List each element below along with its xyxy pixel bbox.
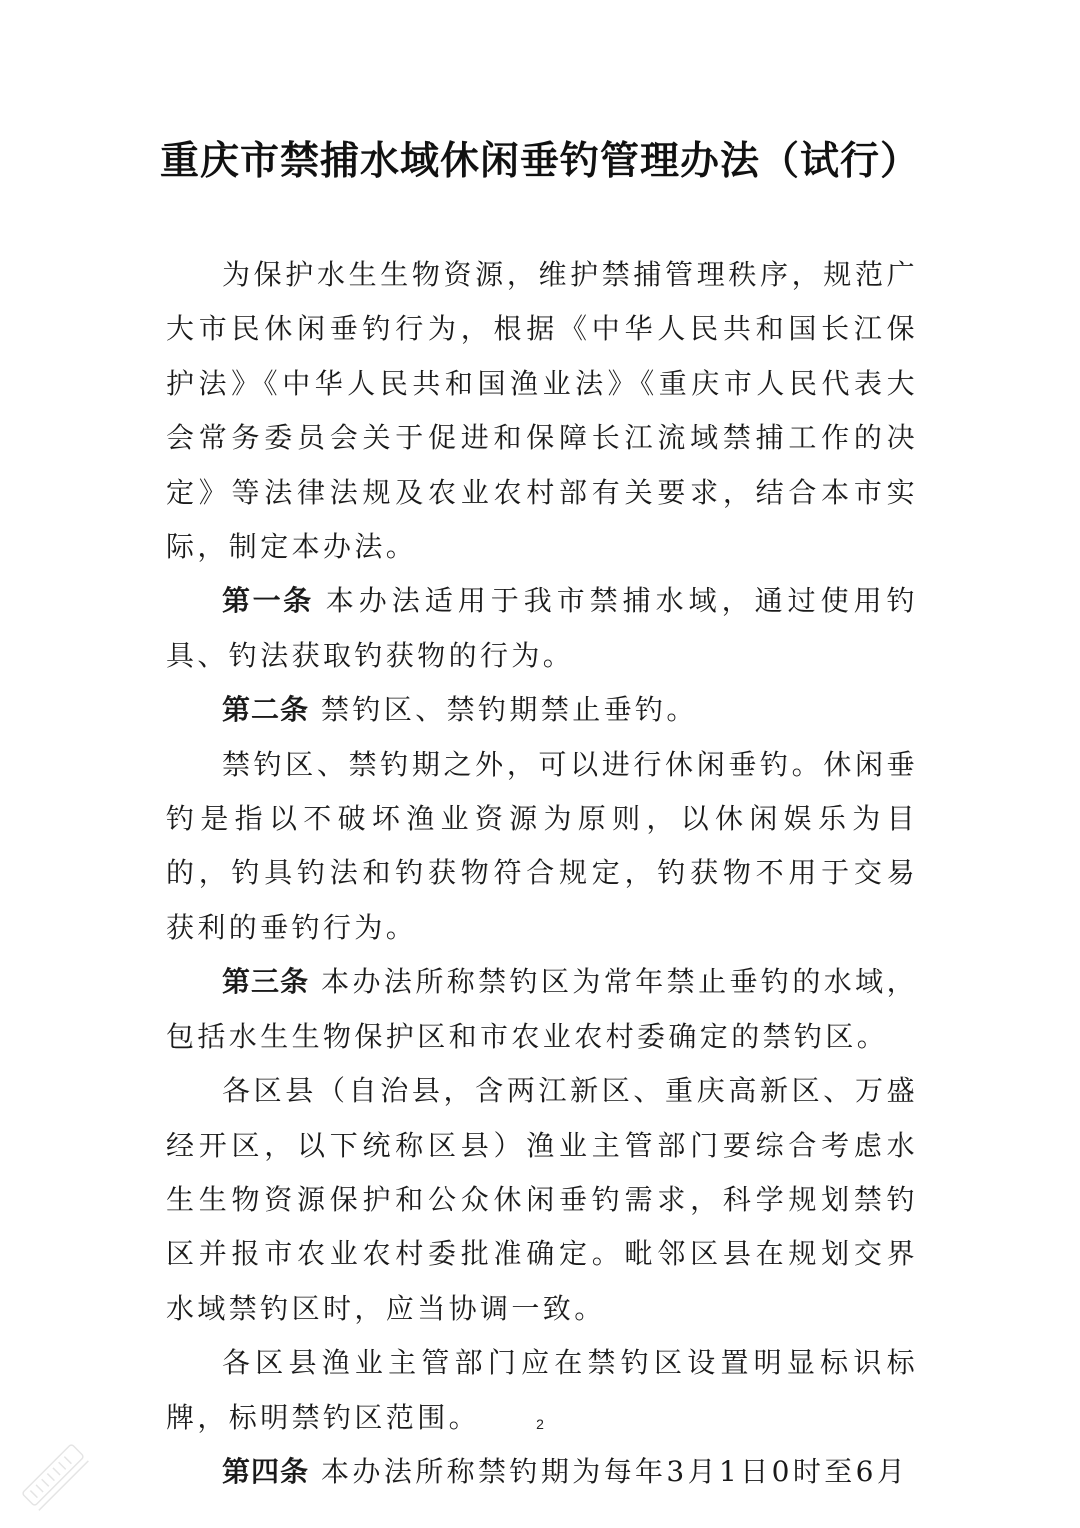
paragraph-text: 本办法所称禁钓区为常年禁止垂钓的水域，包括水生生物保护区和市农业农村委确定的禁钓区。 — [166, 965, 918, 1053]
article-2-clause-paragraph — [166, 738, 918, 956]
paragraph-text: 为保护水生生物资源，维护禁捕管理秩序，规范广大市民休闲垂钓行为，根据《中华人民共和国长江保护法》《中华人民共和国渔业法》《重庆市人民代表大会常务委员会关于促进和保障长江流域禁捕工作的决定》等法律法规及农业农村部有关要求，结合本市实际，制定本办法。 — [166, 258, 918, 564]
paragraph-text: 禁钓区、禁钓期之外，可以进行休闲垂钓。休闲垂钓是指以不破坏渔业资源为原则，以休闲娱乐为目的，钓具钓法和钓获物符合规定，钓获物不用于交易获利的垂钓行为。 — [166, 747, 918, 944]
article-label: 第四条 — [222, 1454, 310, 1488]
document-title: 重庆市禁捕水域休闲垂钓管理办法（试行） — [159, 139, 920, 184]
document-body — [166, 248, 918, 1499]
preamble-paragraph — [166, 248, 918, 574]
article-3-clause-paragraph — [166, 1064, 918, 1336]
article-1-paragraph — [166, 574, 918, 683]
paragraph-text: 各区县（自治县，含两江新区、重庆高新区、万盛经开区，以下统称区县）渔业主管部门要综合考虑水生生物资源保护和公众休闲垂钓需求，科学规划禁钓区并报市农业农村委批准确定。毗邻区县在规划交界水域禁钓区时，应当协调一致。 — [166, 1074, 918, 1325]
article-label: 第三条 — [222, 965, 310, 999]
article-label: 第一条 — [222, 584, 314, 618]
article-label: 第二条 — [222, 693, 310, 727]
watermark-logo-icon — [8, 1430, 98, 1520]
page-number: 2 — [536, 1416, 544, 1432]
article-4-paragraph — [166, 1445, 918, 1499]
paragraph-text: 各区县渔业主管部门应在禁钓区设置明显标识标牌，标明禁钓区范围。 — [166, 1346, 918, 1434]
article-2-paragraph — [166, 683, 918, 737]
article-3-paragraph — [166, 955, 918, 1064]
paragraph-text: 本办法适用于我市禁捕水域，通过使用钓具、钓法获取钓获物的行为。 — [166, 584, 918, 672]
paragraph-text: 禁钓区、禁钓期禁止垂钓。 — [321, 693, 698, 727]
paragraph-text: 本办法所称禁钓期为每年3月1日0时至6月 — [321, 1454, 909, 1488]
